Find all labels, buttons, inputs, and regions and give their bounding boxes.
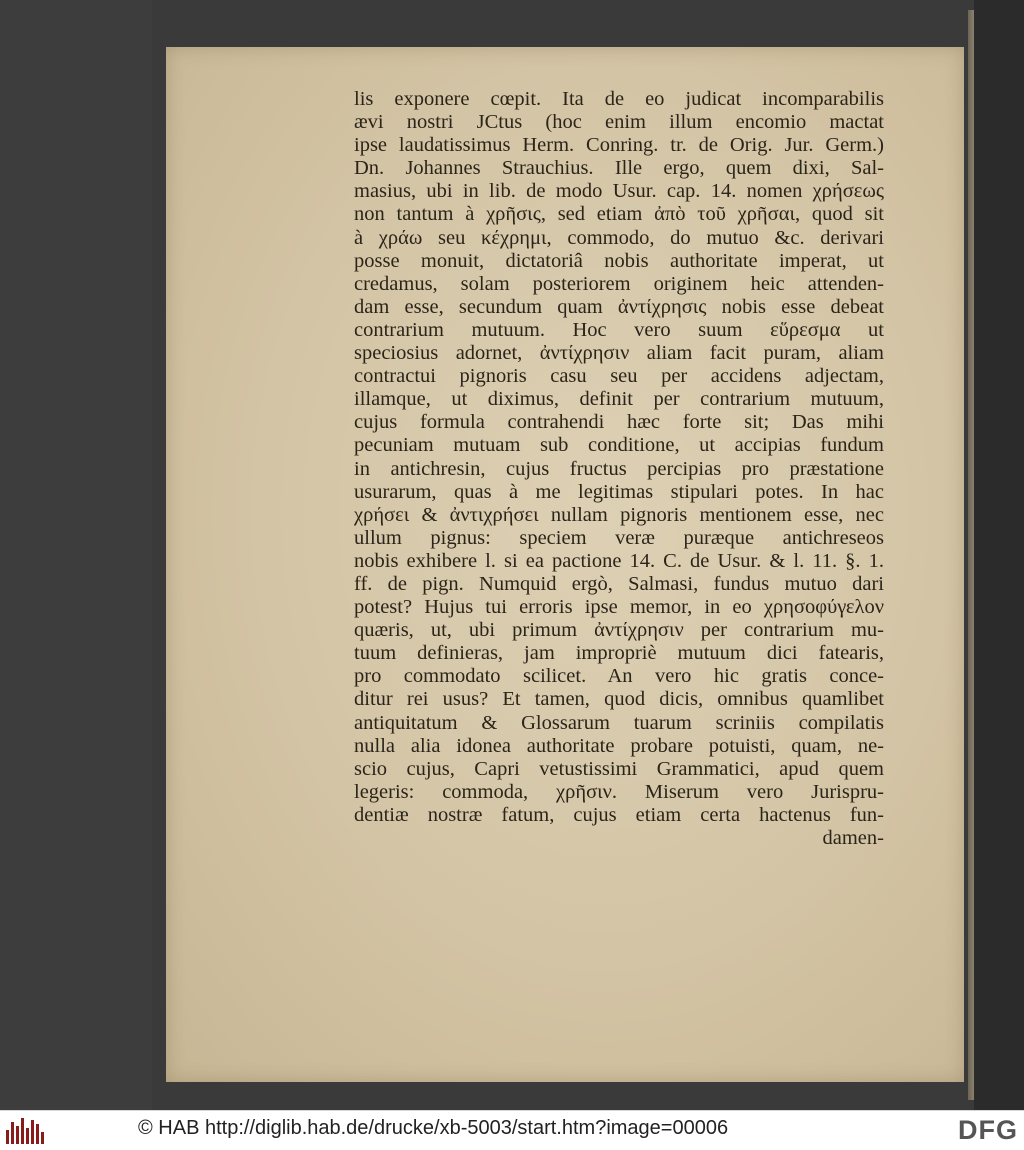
hab-logo-icon[interactable] — [6, 1118, 46, 1144]
text-line: posse monuit, dictatoriâ nobis authoritate imperat, ut — [354, 249, 884, 272]
scan-background-right — [974, 0, 1024, 1110]
text-line: χρήσει & ἀντιχρήσει nullam pignoris mentionem esse, nec — [354, 503, 884, 526]
text-line: nulla alia idonea authoritate probare potuisti, quam, ne- — [354, 734, 884, 757]
text-line: ff. de pign. Numquid ergò, Salmasi, fundus mutuo dari — [354, 572, 884, 595]
text-line: tuum definieras, jam impropriè mutuum dici fatearis, — [354, 642, 884, 665]
copyright-link[interactable]: © HAB http://diglib.hab.de/drucke/xb-5003/start.htm?image=00006 — [138, 1117, 729, 1139]
catchword: damen- — [822, 827, 884, 849]
text-line: legeris: commoda, χρῆσιν. Miserum vero Jurispru- — [354, 780, 884, 803]
text-line: contrarium mutuum. Hoc vero suum εὕρεσμα ut — [354, 318, 884, 341]
text-line: usurarum, quas à me legitimas stipulari potes. In hac — [354, 480, 884, 503]
text-line: illamque, ut diximus, definit per contrarium mutuum, — [354, 388, 884, 411]
text-line: pecuniam mutuam sub conditione, ut accipias fundum — [354, 434, 884, 457]
text-line: quæris, ut, ubi primum ἀντίχρησιν per contrarium mu- — [354, 619, 884, 642]
text-line: nobis exhibere l. si ea pactione 14. C. de Usur. & l. 11. §. 1. — [354, 549, 884, 572]
text-line: à χράω seu κέχρημι, commodo, do mutuo &c. derivari — [354, 226, 884, 249]
text-line: dentiæ nostræ fatum, cujus etiam certa hactenus fun- — [354, 803, 884, 826]
text-line: pro commodato scilicet. An vero hic gratis conce- — [354, 665, 884, 688]
text-line: potest? Hujus tui erroris ipse memor, in eo χρησοφύγελον — [354, 596, 884, 619]
text-line: ipse laudatissimus Herm. Conring. tr. de Orig. Jur. Germ.) — [354, 134, 884, 157]
text-line: dam esse, secundum quam ἀντίχρησις nobis esse debeat — [354, 295, 884, 318]
text-line: non tantum à χρῆσις, sed etiam ἀπὸ τοῦ χρῆσαι, quod sit — [354, 203, 884, 226]
text-line: antiquitatum & Glossarum tuarum scriniis compilatis — [354, 711, 884, 734]
text-line: cujus formula contrahendi hæc forte sit; Das mihi — [354, 411, 884, 434]
text-line: masius, ubi in lib. de modo Usur. cap. 14. nomen χρήσεως — [354, 180, 884, 203]
text-line: ævi nostri JCtus (hoc enim illum encomio mactat — [354, 111, 884, 134]
text-line: contractui pignoris casu seu per accidens adjectam, — [354, 365, 884, 388]
footer-bar — [0, 1110, 1024, 1150]
text-line: in antichresin, cujus fructus percipias pro præstatione — [354, 457, 884, 480]
text-line: lis exponere cœpit. Ita de eo judicat incomparabilis — [354, 88, 884, 110]
text-line: credamus, solam posteriorem originem heic attenden- — [354, 272, 884, 295]
text-line: ullum pignus: speciem veræ puræque antichreseos — [354, 526, 884, 549]
page-text — [354, 88, 884, 850]
scan-background-left — [0, 0, 152, 1110]
text-line: speciosius adornet, ἀντίχρησιν aliam facit puram, aliam — [354, 342, 884, 365]
dfg-logo-icon[interactable]: DFG — [958, 1115, 1018, 1145]
document-page — [166, 47, 964, 1082]
text-line: ditur rei usus? Et tamen, quod dicis, omnibus quamlibet — [354, 688, 884, 711]
text-line: scio cujus, Capri vetustissimi Grammatici, apud quem — [354, 757, 884, 780]
text-line: Dn. Johannes Strauchius. Ille ergo, quem dixi, Sal- — [354, 157, 884, 180]
